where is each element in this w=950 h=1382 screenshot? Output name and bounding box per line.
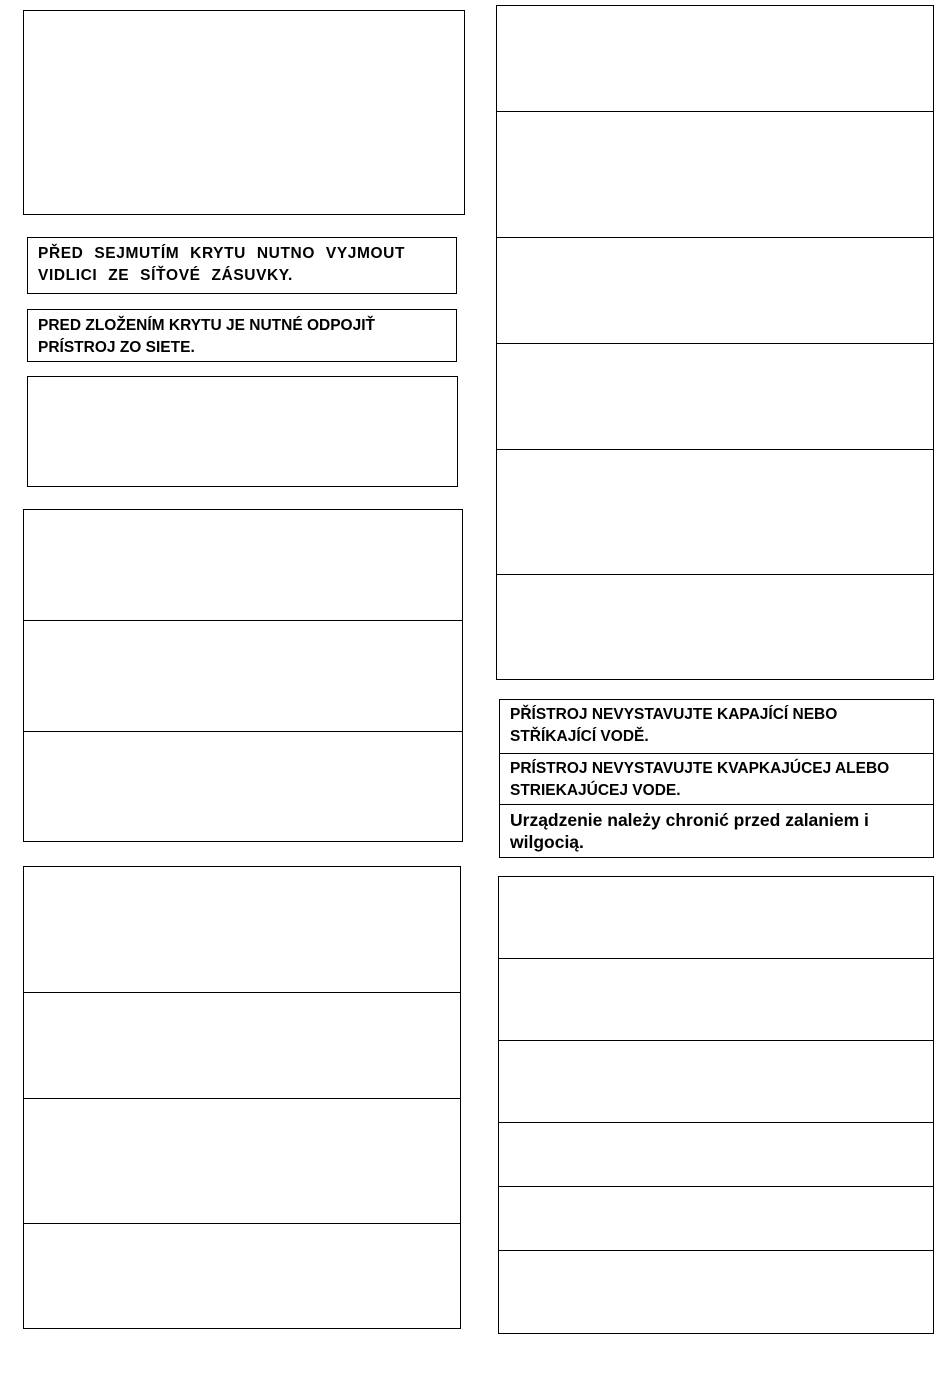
warning-text-line: PRÍSTROJ ZO SIETE. <box>38 339 195 356</box>
empty-cell <box>24 732 462 841</box>
empty-cell <box>499 1041 933 1123</box>
warning-text-line: STRIEKAJÚCEJ VODE. <box>510 782 681 799</box>
empty-cell <box>499 1123 933 1187</box>
empty-cell <box>24 1224 460 1328</box>
empty-panel-left-small <box>27 376 458 487</box>
warning-cover-czech <box>27 237 457 294</box>
empty-cell <box>499 877 933 959</box>
empty-cell <box>497 6 933 112</box>
warning-text-line: PRÍSTROJ NEVYSTAVUJTE KVAPKAJÚCEJ ALEBO <box>510 760 890 777</box>
panel-stack-right-bottom <box>498 876 934 1334</box>
empty-cell <box>497 112 933 238</box>
empty-cell <box>497 344 933 450</box>
warning-text-line: PŘÍSTROJ NEVYSTAVUJTE KAPAJÍCÍ NEBO <box>510 706 838 723</box>
empty-cell <box>499 1251 933 1333</box>
warning-water-czech <box>500 700 933 754</box>
warning-text-line: STŘÍKAJÍCÍ VODĚ. <box>510 728 649 745</box>
empty-cell <box>499 959 933 1041</box>
empty-cell <box>497 238 933 344</box>
empty-cell <box>24 621 462 732</box>
empty-cell <box>24 867 460 993</box>
warning-text-line: VIDLICI ZE SÍŤOVÉ ZÁSUVKY. <box>38 267 293 284</box>
warning-text-line: Urządzenie należy chronić przed zalaniem i <box>510 810 869 830</box>
panel-stack-right-top <box>496 5 934 680</box>
warning-cover-slovak <box>27 309 457 362</box>
warning-text-line: PRED ZLOŽENÍM KRYTU JE NUTNÉ ODPOJIŤ <box>38 317 376 334</box>
empty-panel-top-left <box>23 10 465 215</box>
warning-water-slovak <box>500 754 933 805</box>
warning-text-line: wilgocią. <box>510 832 584 852</box>
warning-stack-water <box>499 699 934 858</box>
empty-cell <box>24 993 460 1099</box>
warning-water-polish <box>500 805 933 857</box>
empty-cell <box>497 450 933 575</box>
empty-cell <box>499 1187 933 1251</box>
warning-text-line: PŘED SEJMUTÍM KRYTU NUTNO VYJMOUT <box>38 245 406 262</box>
panel-stack-left-middle <box>23 509 463 842</box>
empty-cell <box>24 1099 460 1224</box>
panel-stack-left-bottom <box>23 866 461 1329</box>
empty-cell <box>24 510 462 621</box>
empty-cell <box>497 575 933 679</box>
